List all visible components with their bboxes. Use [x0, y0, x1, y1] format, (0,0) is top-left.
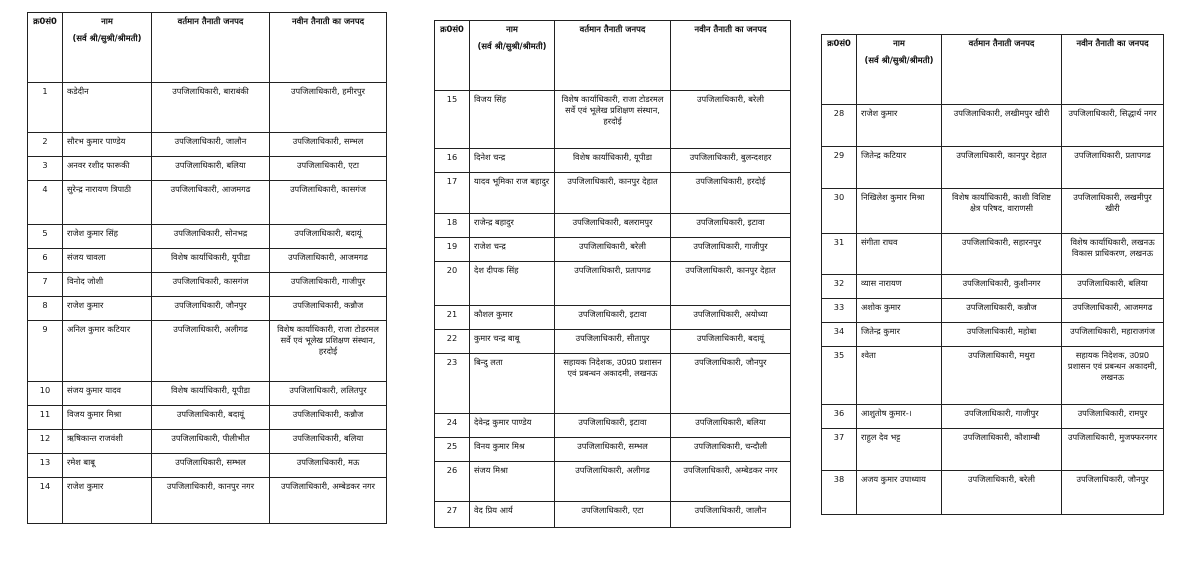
header-serial: क्र0सं0	[435, 21, 470, 91]
current-posting-cell: उपजिलाधिकारी, बलरामपुर	[555, 214, 671, 238]
serial-cell: 27	[435, 502, 470, 528]
serial-cell: 37	[822, 429, 857, 471]
table-row	[435, 462, 791, 502]
current-posting-cell: उपजिलाधिकारी, अलीगढ	[555, 462, 671, 502]
serial-cell: 8	[28, 297, 63, 321]
table-row	[28, 454, 387, 478]
new-posting-cell: उपजिलाधिकारी, अम्बेडकर नगर	[671, 462, 791, 502]
new-posting-cell: उपजिलाधिकारी, मुजफ्फरनगर	[1062, 429, 1164, 471]
new-posting-cell: उपजिलाधिकारी, बरेली	[671, 91, 791, 149]
table-row	[28, 478, 387, 524]
new-posting-cell: उपजिलाधिकारी, जौनपुर	[671, 354, 791, 414]
current-posting-cell: उपजिलाधिकारी, सोनभद्र	[152, 225, 270, 249]
header-name-line2: (सर्व श्री/सुश्री/श्रीमती)	[72, 33, 142, 44]
new-posting-cell: उपजिलाधिकारी, बदायूं	[270, 225, 387, 249]
name-cell: राजेश चन्द्र	[470, 238, 555, 262]
table-row	[435, 502, 791, 528]
new-posting-cell: उपजिलाधिकारी, अयोध्या	[671, 306, 791, 330]
current-posting-cell: उपजिलाधिकारी, महोबा	[942, 323, 1062, 347]
serial-cell: 15	[435, 91, 470, 149]
new-posting-cell: उपजिलाधिकारी, आजमगढ	[270, 249, 387, 273]
transfer-table-2	[434, 20, 791, 528]
serial-cell: 31	[822, 234, 857, 275]
table-row	[822, 347, 1164, 405]
serial-cell: 7	[28, 273, 63, 297]
header-name	[63, 13, 152, 83]
header-name	[470, 21, 555, 91]
serial-cell: 3	[28, 157, 63, 181]
current-posting-cell: विशेष कार्याधिकारी, काशी विशिष्ट क्षेत्र परिषद, वाराणसी	[942, 189, 1062, 234]
serial-cell: 21	[435, 306, 470, 330]
name-cell: रमेश बाबू	[63, 454, 152, 478]
new-posting-cell: उपजिलाधिकारी, कन्नौज	[270, 406, 387, 430]
table-row	[28, 406, 387, 430]
name-cell: संगीता राघव	[857, 234, 942, 275]
current-posting-cell: उपजिलाधिकारी, एटा	[555, 502, 671, 528]
name-cell: देवेन्द्र कुमार पाण्डेय	[470, 414, 555, 438]
name-cell: राजेश कुमार सिंह	[63, 225, 152, 249]
name-cell: व्यास नारायण	[857, 275, 942, 299]
current-posting-cell: उपजिलाधिकारी, बलिया	[152, 157, 270, 181]
serial-cell: 19	[435, 238, 470, 262]
current-posting-cell: उपजिलाधिकारी, मथुरा	[942, 347, 1062, 405]
name-cell: देश दीपक सिंह	[470, 262, 555, 306]
serial-cell: 9	[28, 321, 63, 382]
new-posting-cell: उपजिलाधिकारी, बुलन्दशहर	[671, 149, 791, 173]
new-posting-cell: उपजिलाधिकारी, महाराजगंज	[1062, 323, 1164, 347]
table-row	[435, 149, 791, 173]
table-row	[435, 173, 791, 214]
name-cell: अनिल कुमार कटियार	[63, 321, 152, 382]
current-posting-cell: सहायक निदेशक, उ0प्र0 प्रशासन एवं प्रबन्धन अकादमी, लखनऊ	[555, 354, 671, 414]
name-cell: जितेन्द्र कटियार	[857, 147, 942, 189]
table-header-row	[435, 21, 791, 91]
new-posting-cell: उपजिलाधिकारी, हरदोई	[671, 173, 791, 214]
serial-cell: 26	[435, 462, 470, 502]
transfer-table-1	[27, 12, 387, 524]
serial-cell: 6	[28, 249, 63, 273]
current-posting-cell: उपजिलाधिकारी, बाराबंकी	[152, 83, 270, 133]
current-posting-cell: उपजिलाधिकारी, सीतापुर	[555, 330, 671, 354]
header-new-posting: नवीन तैनाती का जनपद	[270, 13, 387, 83]
current-posting-cell: उपजिलाधिकारी, पीलीभीत	[152, 430, 270, 454]
serial-cell: 4	[28, 181, 63, 225]
current-posting-cell: उपजिलाधिकारी, बरेली	[942, 471, 1062, 515]
current-posting-cell: उपजिलाधिकारी, कानपुर देहात	[555, 173, 671, 214]
table-row	[822, 234, 1164, 275]
new-posting-cell: उपजिलाधिकारी, रामपुर	[1062, 405, 1164, 429]
current-posting-cell: उपजिलाधिकारी, कन्नौज	[942, 299, 1062, 323]
current-posting-cell: उपजिलाधिकारी, अलीगढ	[152, 321, 270, 382]
table-row	[28, 273, 387, 297]
header-new-posting: नवीन तैनाती का जनपद	[671, 21, 791, 91]
header-current-posting: वर्तमान तैनाती जनपद	[555, 21, 671, 91]
name-cell: राजेश कुमार	[63, 478, 152, 524]
name-cell: कुमार चन्द्र बाबू	[470, 330, 555, 354]
name-cell: संजय चावला	[63, 249, 152, 273]
table-row	[28, 133, 387, 157]
current-posting-cell: उपजिलाधिकारी, सहारनपुर	[942, 234, 1062, 275]
name-cell: विजय सिंह	[470, 91, 555, 149]
serial-cell: 20	[435, 262, 470, 306]
current-posting-cell: उपजिलाधिकारी, लखीमपुर खीरी	[942, 105, 1062, 147]
table-row	[435, 354, 791, 414]
current-posting-cell: उपजिलाधिकारी, बरेली	[555, 238, 671, 262]
name-cell: विनय कुमार मिश्र	[470, 438, 555, 462]
name-cell: कौशल कुमार	[470, 306, 555, 330]
table-row	[435, 330, 791, 354]
current-posting-cell: उपजिलाधिकारी, कौशाम्बी	[942, 429, 1062, 471]
current-posting-cell: उपजिलाधिकारी, कानपुर नगर	[152, 478, 270, 524]
new-posting-cell: विशेष कार्याधिकारी, राजा टोडरमल सर्वे एवं भूलेख प्रशिक्षण संस्थान, हरदोई	[270, 321, 387, 382]
name-cell: राजेश कुमार	[63, 297, 152, 321]
new-posting-cell: उपजिलाधिकारी, बलिया	[671, 414, 791, 438]
name-cell: विनोद जोशी	[63, 273, 152, 297]
new-posting-cell: उपजिलाधिकारी, प्रतापगढ	[1062, 147, 1164, 189]
name-cell: जितेन्द्र कुमार	[857, 323, 942, 347]
header-current-posting: वर्तमान तैनाती जनपद	[942, 35, 1062, 105]
serial-cell: 35	[822, 347, 857, 405]
table-row	[28, 83, 387, 133]
current-posting-cell: उपजिलाधिकारी, इटावा	[555, 414, 671, 438]
current-posting-cell: उपजिलाधिकारी, जौनपुर	[152, 297, 270, 321]
table-row	[435, 306, 791, 330]
name-cell: कडेदीन	[63, 83, 152, 133]
table-row	[28, 157, 387, 181]
current-posting-cell: उपजिलाधिकारी, कुशीनगर	[942, 275, 1062, 299]
serial-cell: 38	[822, 471, 857, 515]
name-cell: राहुल देव भट्ट	[857, 429, 942, 471]
serial-cell: 30	[822, 189, 857, 234]
serial-cell: 23	[435, 354, 470, 414]
table-row	[435, 238, 791, 262]
current-posting-cell: विशेष कार्याधिकारी, यूपीडा	[152, 382, 270, 406]
serial-cell: 32	[822, 275, 857, 299]
serial-cell: 10	[28, 382, 63, 406]
new-posting-cell: उपजिलाधिकारी, बलिया	[1062, 275, 1164, 299]
serial-cell: 14	[28, 478, 63, 524]
serial-cell: 2	[28, 133, 63, 157]
new-posting-cell: उपजिलाधिकारी, गाजीपुर	[270, 273, 387, 297]
table-row	[435, 214, 791, 238]
serial-cell: 11	[28, 406, 63, 430]
new-posting-cell: उपजिलाधिकारी, अम्बेडकर नगर	[270, 478, 387, 524]
header-name-line1: नाम	[506, 24, 518, 34]
new-posting-cell: उपजिलाधिकारी, आजमगढ	[1062, 299, 1164, 323]
table-row	[28, 382, 387, 406]
name-cell: राजेश कुमार	[857, 105, 942, 147]
table-row	[435, 91, 791, 149]
name-cell: दिनेश चन्द्र	[470, 149, 555, 173]
header-serial: क्र0सं0	[822, 35, 857, 105]
table-row	[822, 323, 1164, 347]
serial-cell: 36	[822, 405, 857, 429]
serial-cell: 1	[28, 83, 63, 133]
name-cell: वेद प्रिय आर्य	[470, 502, 555, 528]
table-row	[28, 321, 387, 382]
current-posting-cell: उपजिलाधिकारी, इटावा	[555, 306, 671, 330]
serial-cell: 13	[28, 454, 63, 478]
new-posting-cell: उपजिलाधिकारी, हमीरपुर	[270, 83, 387, 133]
new-posting-cell: उपजिलाधिकारी, कन्नौज	[270, 297, 387, 321]
new-posting-cell: विशेष कार्याधिकारी, लखनऊ विकास प्राधिकरण, लखनऊ	[1062, 234, 1164, 275]
new-posting-cell: उपजिलाधिकारी, चन्दौली	[671, 438, 791, 462]
name-cell: राजेन्द्र बहादुर	[470, 214, 555, 238]
current-posting-cell: उपजिलाधिकारी, प्रतापगढ	[555, 262, 671, 306]
header-current-posting: वर्तमान तैनाती जनपद	[152, 13, 270, 83]
header-name-line1: नाम	[893, 38, 905, 48]
current-posting-cell: उपजिलाधिकारी, बदायूं	[152, 406, 270, 430]
name-cell: अशोक कुमार	[857, 299, 942, 323]
serial-cell: 28	[822, 105, 857, 147]
name-cell: अजय कुमार उपाध्याय	[857, 471, 942, 515]
new-posting-cell: सहायक निदेशक, उ0प्र0 प्रशासन एवं प्रबन्धन अकादमी, लखनऊ	[1062, 347, 1164, 405]
name-cell: सुरेन्द्र नारायण त्रिपाठी	[63, 181, 152, 225]
serial-cell: 33	[822, 299, 857, 323]
new-posting-cell: उपजिलाधिकारी, ललितपुर	[270, 382, 387, 406]
new-posting-cell: उपजिलाधिकारी, मऊ	[270, 454, 387, 478]
new-posting-cell: उपजिलाधिकारी, सिद्धार्थ नगर	[1062, 105, 1164, 147]
table-row	[435, 414, 791, 438]
name-cell: श्वेता	[857, 347, 942, 405]
header-name-line2: (सर्व श्री/सुश्री/श्रीमती)	[477, 41, 547, 52]
new-posting-cell: उपजिलाधिकारी, कासगंज	[270, 181, 387, 225]
new-posting-cell: उपजिलाधिकारी, सम्भल	[270, 133, 387, 157]
new-posting-cell: उपजिलाधिकारी, लखमीपुर खीरी	[1062, 189, 1164, 234]
current-posting-cell: उपजिलाधिकारी, कासगंज	[152, 273, 270, 297]
table-row	[822, 429, 1164, 471]
new-posting-cell: उपजिलाधिकारी, बलिया	[270, 430, 387, 454]
table-row	[28, 249, 387, 273]
table-row	[822, 275, 1164, 299]
header-serial: क्र0सं0	[28, 13, 63, 83]
table-row	[28, 225, 387, 249]
name-cell: आशुतोष कुमार-।	[857, 405, 942, 429]
name-cell: संजय कुमार यादव	[63, 382, 152, 406]
table-row	[435, 438, 791, 462]
table-row	[435, 262, 791, 306]
table-row	[822, 189, 1164, 234]
current-posting-cell: विशेष कार्याधिकारी, यूपीडा	[555, 149, 671, 173]
name-cell: संजय मिश्रा	[470, 462, 555, 502]
table-row	[822, 299, 1164, 323]
name-cell: यादव भूमिका राज बहादुर	[470, 173, 555, 214]
name-cell: अनवर रशीद फारूकी	[63, 157, 152, 181]
name-cell: बिन्दु लता	[470, 354, 555, 414]
new-posting-cell: उपजिलाधिकारी, जालौन	[671, 502, 791, 528]
table-row	[822, 405, 1164, 429]
table-row	[822, 105, 1164, 147]
header-name-line1: नाम	[101, 16, 113, 26]
new-posting-cell: उपजिलाधिकारी, जौनपुर	[1062, 471, 1164, 515]
serial-cell: 24	[435, 414, 470, 438]
new-posting-cell: उपजिलाधिकारी, गाजीपुर	[671, 238, 791, 262]
serial-cell: 17	[435, 173, 470, 214]
header-new-posting: नवीन तैनाती का जनपद	[1062, 35, 1164, 105]
serial-cell: 12	[28, 430, 63, 454]
new-posting-cell: उपजिलाधिकारी, कानपुर देहात	[671, 262, 791, 306]
new-posting-cell: उपजिलाधिकारी, एटा	[270, 157, 387, 181]
name-cell: निखिलेश कुमार मिश्रा	[857, 189, 942, 234]
current-posting-cell: उपजिलाधिकारी, जालौन	[152, 133, 270, 157]
serial-cell: 5	[28, 225, 63, 249]
table-row	[822, 471, 1164, 515]
header-name	[857, 35, 942, 105]
serial-cell: 34	[822, 323, 857, 347]
name-cell: सौरभ कुमार पाण्डेय	[63, 133, 152, 157]
current-posting-cell: उपजिलाधिकारी, आजमगढ	[152, 181, 270, 225]
current-posting-cell: उपजिलाधिकारी, सम्भल	[555, 438, 671, 462]
current-posting-cell: विशेष कार्याधिकारी, यूपीडा	[152, 249, 270, 273]
transfer-table-3	[821, 34, 1164, 515]
serial-cell: 29	[822, 147, 857, 189]
name-cell: ऋषिकान्त राजवंशी	[63, 430, 152, 454]
table-row	[28, 297, 387, 321]
serial-cell: 25	[435, 438, 470, 462]
table-row	[28, 181, 387, 225]
header-name-line2: (सर्व श्री/सुश्री/श्रीमती)	[864, 55, 934, 66]
new-posting-cell: उपजिलाधिकारी, इटावा	[671, 214, 791, 238]
new-posting-cell: उपजिलाधिकारी, बदायूं	[671, 330, 791, 354]
current-posting-cell: विशेष कार्याधिकारी, राजा टोडरमल सर्वे एवं भूलेख प्रशिक्षण संस्थान, हरदोई	[555, 91, 671, 149]
current-posting-cell: उपजिलाधिकारी, कानपुर देहात	[942, 147, 1062, 189]
current-posting-cell: उपजिलाधिकारी, सम्भल	[152, 454, 270, 478]
current-posting-cell: उपजिलाधिकारी, गाजीपुर	[942, 405, 1062, 429]
table-row	[822, 147, 1164, 189]
serial-cell: 16	[435, 149, 470, 173]
table-header-row	[28, 13, 387, 83]
table-row	[28, 430, 387, 454]
table-header-row	[822, 35, 1164, 105]
serial-cell: 22	[435, 330, 470, 354]
serial-cell: 18	[435, 214, 470, 238]
name-cell: विजय कुमार मिश्रा	[63, 406, 152, 430]
